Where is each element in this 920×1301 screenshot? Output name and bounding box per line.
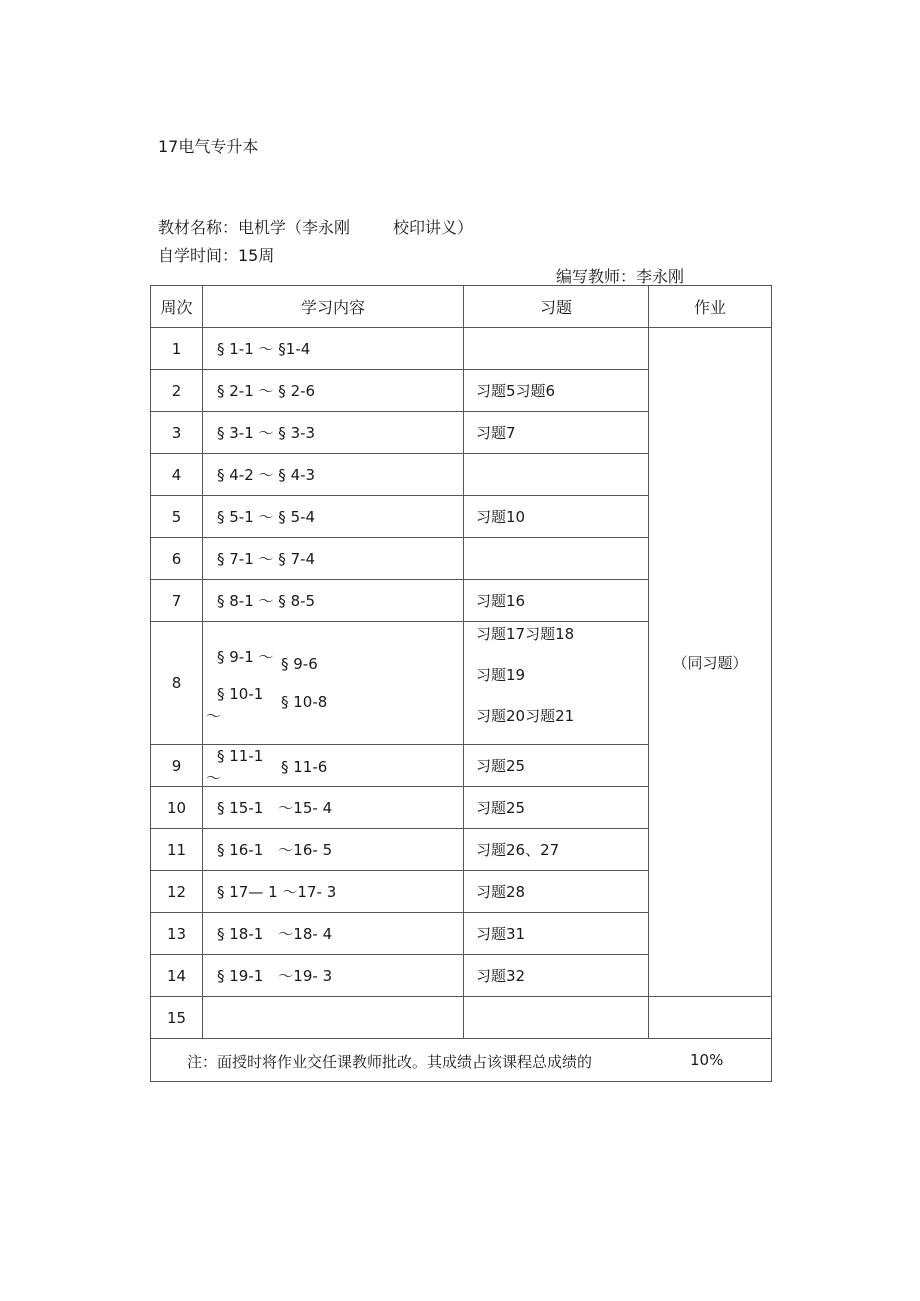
exercise-cell: 习题10 [464, 496, 649, 538]
content-cell: § 7-1 ～ § 7-4 [203, 538, 464, 580]
content-line: § 11-1 [217, 747, 264, 765]
week-cell: 5 [151, 496, 203, 538]
exercise-cell: 习题32 [464, 955, 649, 997]
content-line: ～ [206, 769, 222, 787]
week-cell: 9 [151, 745, 203, 787]
exercise-cell [464, 328, 649, 370]
teacher-name: 编写教师：李永刚 [556, 267, 685, 286]
self-study-time: 自学时间：15周 [158, 246, 275, 265]
week-cell: 15 [151, 997, 203, 1039]
week-cell: 3 [151, 412, 203, 454]
homework-cell: （同习题） [649, 328, 772, 997]
exercise-cell: 习题7 [464, 412, 649, 454]
week-cell: 13 [151, 913, 203, 955]
note-row [151, 1039, 772, 1082]
content-cell [203, 745, 464, 787]
week-cell: 11 [151, 829, 203, 871]
note-text: 注：面授时将作业交任课教师批改。其成绩占该课程总成绩的 [187, 1053, 593, 1071]
content-line: § 10-1 [217, 685, 264, 703]
exercise-cell [464, 454, 649, 496]
week-cell: 2 [151, 370, 203, 412]
exercise-cell: 习题25 [464, 787, 649, 829]
content-cell: § 3-1 ～ § 3-3 [203, 412, 464, 454]
week-cell: 10 [151, 787, 203, 829]
content-cell: § 18-1 ～18- 4 [203, 913, 464, 955]
content-cell: § 5-1 ～ § 5-4 [203, 496, 464, 538]
header-exercise: 习题 [464, 286, 649, 328]
exercise-line: 习题17习题18 [476, 625, 575, 643]
exercise-cell [464, 538, 649, 580]
exercise-cell: 习题16 [464, 580, 649, 622]
homework-cell-empty [649, 997, 772, 1039]
exercise-cell: 习题5习题6 [464, 370, 649, 412]
content-cell: § 15-1 ～15- 4 [203, 787, 464, 829]
week-cell: 8 [151, 622, 203, 745]
header-content: 学习内容 [203, 286, 464, 328]
content-line: § 9-6 [281, 655, 318, 673]
content-line: ～ [206, 707, 222, 725]
table-row [151, 328, 772, 370]
content-line: § 9-1 ～ [217, 648, 274, 666]
exercise-cell [464, 997, 649, 1039]
exercise-cell: 习题31 [464, 913, 649, 955]
exercise-cell: 习题26、27 [464, 829, 649, 871]
textbook-name: 教材名称：电机学（李永刚 [158, 218, 351, 237]
exercise-cell: 习题25 [464, 745, 649, 787]
note-cell [151, 1039, 772, 1082]
class-name: 17电气专升本 [158, 137, 259, 156]
schedule-table [150, 285, 772, 1082]
table-row [151, 997, 772, 1039]
week-cell: 12 [151, 871, 203, 913]
week-cell: 14 [151, 955, 203, 997]
table-header-row [151, 286, 772, 328]
week-cell: 1 [151, 328, 203, 370]
note-percent: 10% [690, 1051, 724, 1069]
exercise-line: 习题19 [476, 666, 526, 684]
content-line: § 10-8 [281, 693, 328, 711]
content-cell: § 8-1 ～ § 8-5 [203, 580, 464, 622]
content-cell: § 19-1 ～19- 3 [203, 955, 464, 997]
header-week: 周次 [151, 286, 203, 328]
content-cell: § 4-2 ～ § 4-3 [203, 454, 464, 496]
exercise-cell [464, 622, 649, 745]
week-cell: 6 [151, 538, 203, 580]
content-cell [203, 997, 464, 1039]
textbook-source: 校印讲义） [393, 218, 474, 237]
content-cell [203, 622, 464, 745]
content-cell: § 2-1 ～ § 2-6 [203, 370, 464, 412]
content-cell: § 1-1 ～ §1-4 [203, 328, 464, 370]
header-homework: 作业 [649, 286, 772, 328]
exercise-cell: 习题28 [464, 871, 649, 913]
content-line: § 11-6 [281, 758, 328, 776]
content-cell: § 16-1 ～16- 5 [203, 829, 464, 871]
content-cell: § 17— 1 ～17- 3 [203, 871, 464, 913]
week-cell: 7 [151, 580, 203, 622]
exercise-line: 习题20习题21 [476, 707, 575, 725]
week-cell: 4 [151, 454, 203, 496]
